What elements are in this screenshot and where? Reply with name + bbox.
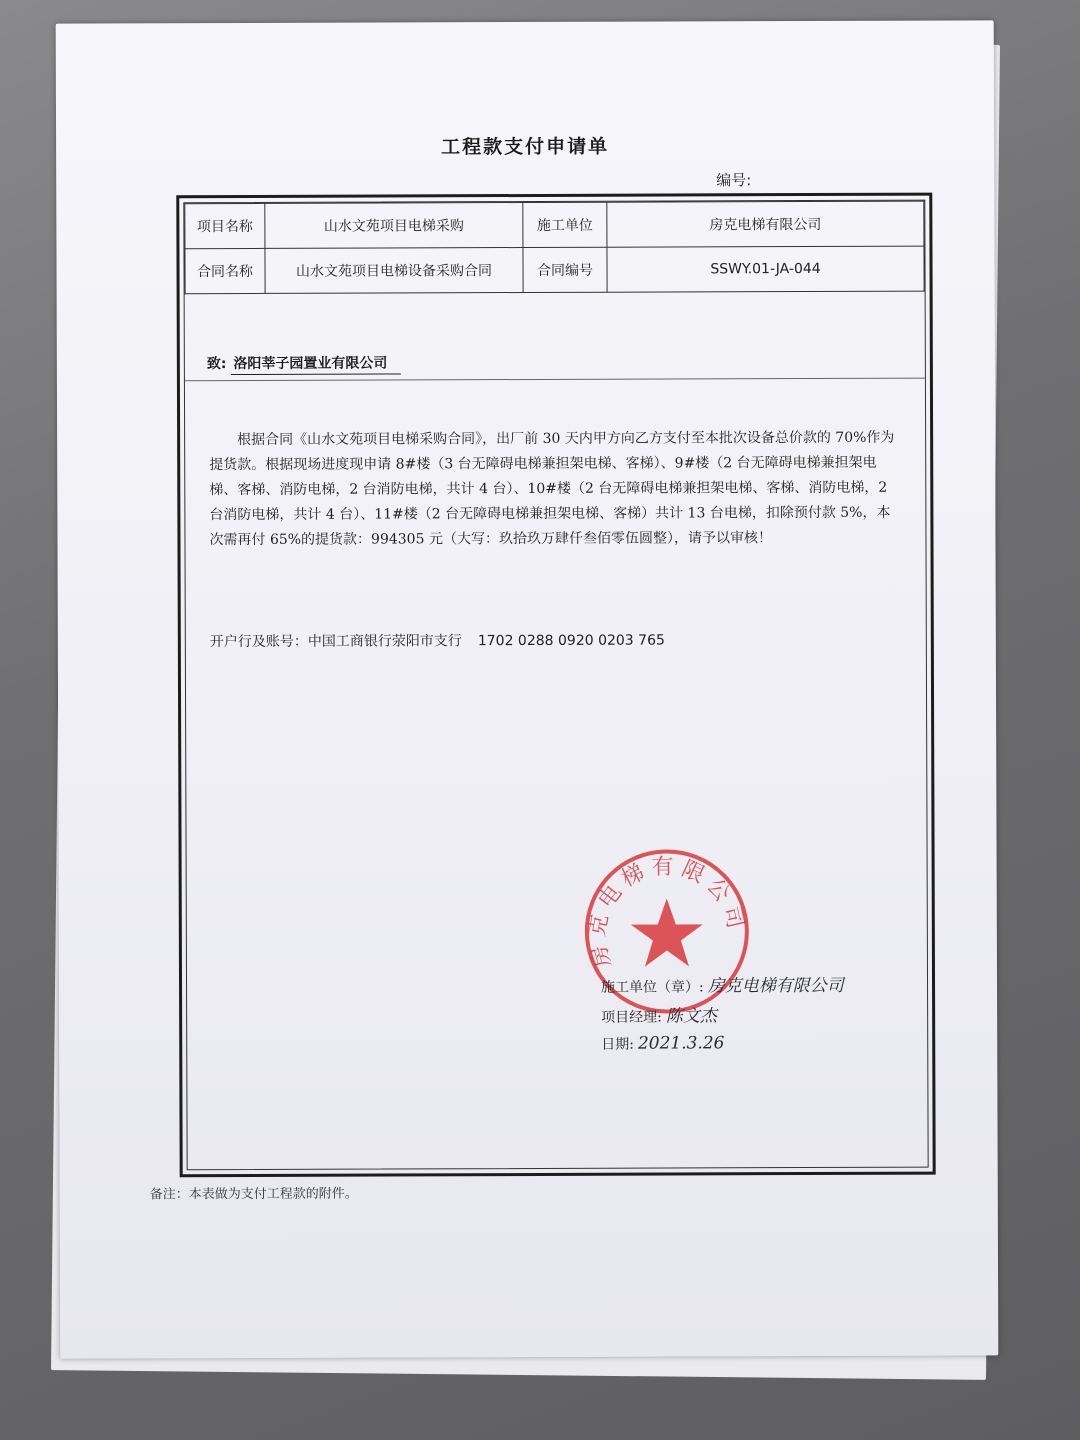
contractor-signature-line [601,971,844,997]
date-signature-line [601,1033,724,1053]
bank-account-line [210,630,665,652]
recipient-label: 致: [206,356,227,373]
form-frame [176,193,935,1178]
recipient-divider [185,378,925,382]
contractor-label: 施工单位 [523,202,607,247]
serial-number-label: 编号: [716,171,752,190]
project-name-value: 山水文苑项目电梯采购 [265,203,523,249]
form-inner-frame [183,200,928,1171]
document-title: 工程款支付申请单 [441,135,610,159]
table-row [185,246,924,294]
manager-signature-label: 项目经理: [601,1009,662,1026]
contractor-signature-label: 施工单位（章）: [601,979,704,996]
seal-star-icon [631,898,703,966]
manager-handwritten-name: 陈文杰 [665,1006,717,1027]
project-name-label: 项目名称 [185,203,265,248]
recipient-company: 洛阳莘子园置业有限公司 [231,355,401,375]
contractor-value: 房克电梯有限公司 [607,201,924,247]
request-body-text: 根据合同《山水文苑项目电梯采购合同》，出厂前 30 天内甲方向乙方支付至本批次设备总价款的 70%作为提货款。根据现场进度现申请 8#楼（3 台无障碍电梯兼担架电梯、客梯）、9#楼（2 台无障碍电梯兼担架电梯、客梯、消防电梯，2 台消防电梯，共计 4 台）、10#楼（2 台无障碍电梯兼担架电梯、客梯、消防电梯，2 台消防电梯，共计 4 台）、11#楼（2 台无障碍电梯兼担架电梯、客梯）共计 13 台电梯，扣除预付款 5%，本次需再付 65%的提货款：994305 元（大写：玖拾玖万肆仟叁佰零伍圆整），请予以审核！ [209,429,895,549]
recipient-line [207,352,402,373]
bank-account-number: 1702 0288 0920 0203 765 [477,632,665,650]
info-table [184,201,924,295]
contract-name-label: 合同名称 [185,248,265,293]
contract-name-value: 山水文苑项目电梯设备采购合同 [265,248,523,294]
manager-signature-line [601,1001,717,1026]
table-row [185,201,924,249]
contractor-handwritten-name: 房克电梯有限公司 [707,975,844,997]
handwritten-date: 2021.3.26 [637,1033,725,1054]
bank-label: 开户行及账号：中国工商银行荥阳市支行 [209,633,462,651]
remark-note: 备注：本表做为支付工程款的附件。 [149,1186,358,1203]
date-label: 日期: [601,1036,634,1053]
contract-no-value: SSWY.01-JA-044 [607,246,924,292]
contract-no-label: 合同编号 [523,247,607,292]
seal-lettering: 房克电梯有限公司 [584,854,749,971]
document-page [56,20,999,1358]
